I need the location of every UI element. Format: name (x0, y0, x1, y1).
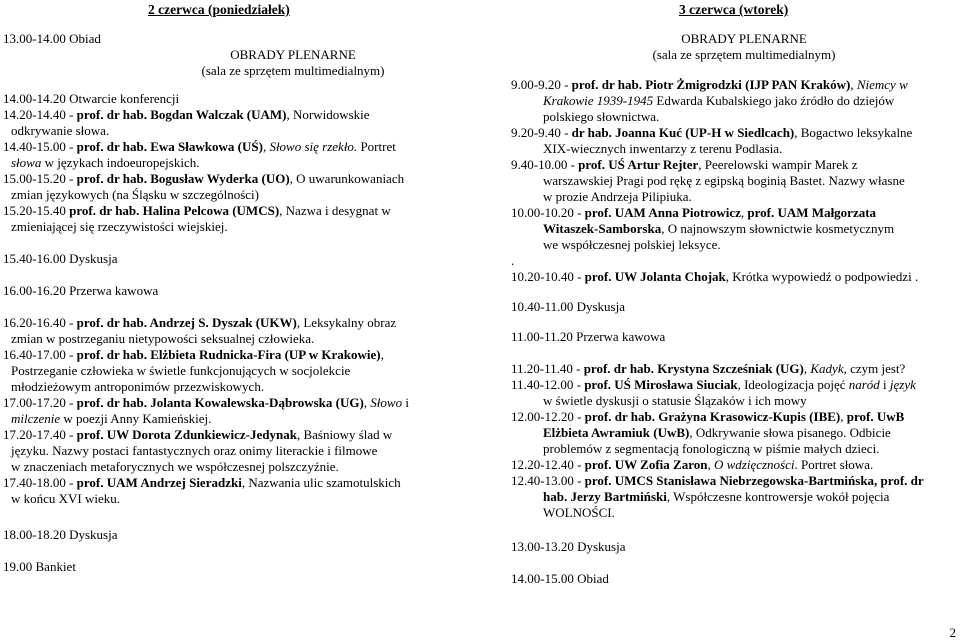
stray-dot: . (511, 253, 515, 268)
talk-chojak: 10.20-10.40 - prof. UW Jolanta Chojak, Krótka wypowiedź o podpowiedzi . (511, 269, 919, 284)
discussion-day1-b: 18.00-18.20 Dyskusja (3, 527, 118, 542)
plenary-subtitle: (sala ze sprzętem multimedialnym) (201, 63, 385, 78)
plenary-title-day2: OBRADY PLENARNE (681, 31, 807, 46)
talk-pelcowa: 15.20-15.40 prof. dr hab. Halina Pelcowa (UMCS), Nazwa i desygnat w zmieniającej się rzeczywistości wiejskiej. (3, 203, 391, 234)
talk-piotrowicz: 10.00-10.20 - prof. UAM Anna Piotrowicz, prof. UAM Małgorzata Witaszek-Samborska, O najnowszym słownictwie kosmetycznym we współczesnej polskiej leksyce. (511, 205, 895, 252)
talk-kowalewska: 17.00-17.20 - prof. dr hab. Jolanta Kowalewska-Dąbrowska (UG), Słowo i milczenie w poezji Anny Kamieńskiej. (3, 395, 409, 426)
talk-krasowicz: 12.00-12.20 - prof. dr hab. Grażyna Krasowicz-Kupis (IBE), prof. UwB Elżbieta Awramiuk (UwB), Odkrywanie słowa pisanego. Odbicie problemów z segmentacją fonologiczną w piśmie małych dzieci. (511, 409, 905, 456)
lunch-day1: 13.00-14.00 Obiad (3, 31, 101, 46)
plenary-title: OBRADY PLENARNE (230, 47, 356, 62)
page-number: 2 (949, 625, 956, 640)
coffee-break-day1: 16.00-16.20 Przerwa kawowa (3, 283, 159, 298)
talk-zdunkiewicz: 17.20-17.40 - prof. UW Dorota Zdunkiewicz-Jedynak, Baśniowy ślad w języku. Nazwy postaci fantastycznych oraz onimy literackie i filmowe w znaczeniach metaforycznych we współczesnej polszczyźnie. (3, 427, 393, 474)
talk-walczak: 14.20-14.40 - prof. dr hab. Bogdan Walczak (UAM), Norwidowskie odkrywanie słowa. (3, 107, 370, 138)
talk-zaron: 12.20-12.40 - prof. UW Zofia Zaron, O wdzięczności. Portret słowa. (511, 457, 874, 472)
discussion-day1-a: 15.40-16.00 Dyskusja (3, 251, 118, 266)
talk-siuciak: 11.40-12.00 - prof. UŚ Mirosława Siuciak, Ideologizacja pojęć naród i język w świetle dyskusji o statusie Ślązaków i ich mowy (511, 377, 916, 408)
talk-dyszak: 16.20-16.40 - prof. dr hab. Andrzej S. Dyszak (UKW), Leksykalny obraz zmian w postrzeganiu nietypowości seksualnej człowieka. (3, 315, 397, 346)
discussion-day2-b: 13.00-13.20 Dyskusja (511, 539, 626, 554)
day2-heading: 3 czerwca (wtorek) (679, 2, 789, 17)
coffee-break-day2: 11.00-11.20 Przerwa kawowa (511, 329, 666, 344)
plenary-subtitle-day2: (sala ze sprzętem multimedialnym) (652, 47, 836, 62)
talk-szczesniak: 11.20-11.40 - prof. dr hab. Krystyna Szcześniak (UG), Kadyk, czym jest? (511, 361, 906, 376)
discussion-day2-a: 10.40-11.00 Dyskusja (511, 299, 625, 314)
day1-heading: 2 czerwca (poniedziałek) (148, 2, 290, 17)
talk-wyderka: 15.00-15.20 - prof. dr hab. Bogusław Wyderka (UO), O uwarunkowaniach zmian językowych (na Śląsku w szczególności) (3, 171, 405, 202)
banquet: 19.00 Bankiet (3, 559, 76, 574)
talk-sieradzki: 17.40-18.00 - prof. UAM Andrzej Sieradzki, Nazwania ulic szamotulskich w końcu XVI wieku. (3, 475, 401, 506)
talk-rejter: 9.40-10.00 - prof. UŚ Artur Rejter, Peerelowski wampir Marek z warszawskiej Pragi pod rękę z egipską boginią Bastet. Nazwy własne w prozie Andrzeja Pilipiuka. (511, 157, 905, 204)
talk-slawkowa: 14.40-15.00 - prof. dr hab. Ewa Sławkowa (UŚ), Słowo się rzekło. Portret słowa w językach indoeuropejskich. (3, 139, 396, 170)
lunch-day2: 14.00-15.00 Obiad (511, 571, 609, 586)
talk-kuc: 9.20-9.40 - dr hab. Joanna Kuć (UP-H w Siedlcach), Bogactwo leksykalne XIX-wiecznych inwentarzy z terenu Podlasia. (511, 125, 913, 156)
talk-zmigrodzki: 9.00-9.20 - prof. dr hab. Piotr Żmigrodzki (IJP PAN Kraków), Niemcy w Krakowie 1939-1945 Edwarda Kubalskiego jako źródło do dziejów polskiego słownictwa. (511, 77, 908, 124)
talk-bartminska: 12.40-13.00 - prof. UMCS Stanisława Niebrzegowska-Bartmińska, prof. dr hab. Jerzy Bartmiński, Współczesne kontrowersje wokół pojęcia WOLNOŚCI. (511, 473, 924, 520)
talk-rudnicka: 16.40-17.00 - prof. dr hab. Elżbieta Rudnicka-Fira (UP w Krakowie), Postrzeganie człowieka w świetle funkcjonujących w socjolekcie młodzieżowym antroponimów przezwiskowych. (3, 347, 384, 394)
opening: 14.00-14.20 Otwarcie konferencji (3, 91, 180, 106)
